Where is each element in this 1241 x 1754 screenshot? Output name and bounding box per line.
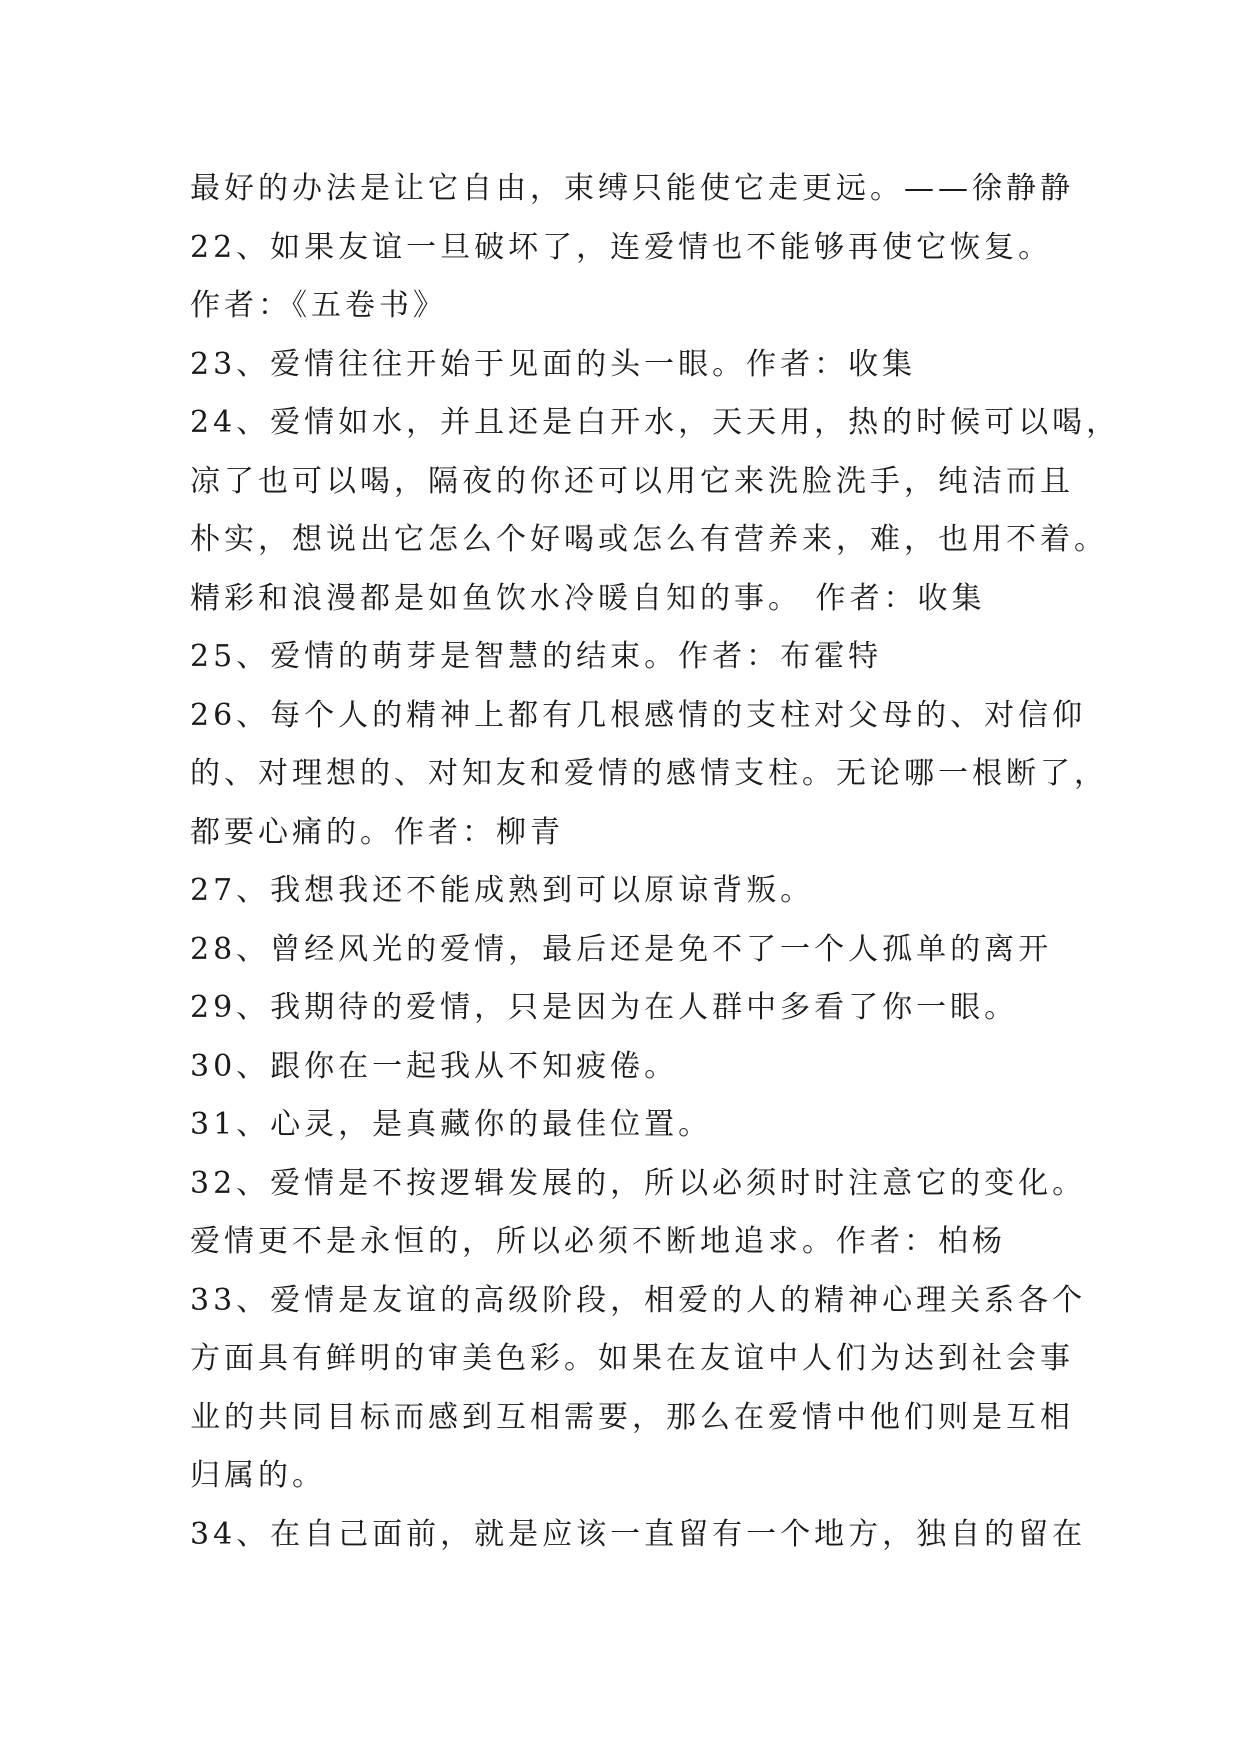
text-line: 25、爱情的萌芽是智慧的结束。作者：布霍特 xyxy=(190,639,883,674)
text-line: 22、如果友谊一旦破坏了，连爱情也不能够再使它恢复。 xyxy=(190,229,1053,265)
text-line: 爱情更不是永恒的，所以必须不断地追求。作者：柏杨 xyxy=(190,1224,1006,1259)
text-line: 33、爱情是友谊的高级阶段，相爱的人的精神心理关系各个 xyxy=(190,1282,1087,1318)
text-line: 朴实，想说出它怎么个好喝或怎么有营养来，难，也用不着。 xyxy=(190,522,1108,557)
text-line: 凉了也可以喝，隔夜的你还可以用它来洗脸洗手，纯洁而且 xyxy=(190,463,1074,499)
text-line: 业的共同目标而感到互相需要，那么在爱情中他们则是互相 xyxy=(190,1399,1074,1435)
text-line: 30、跟你在一起我从不知疲倦。 xyxy=(190,1048,679,1084)
text-line: 29、我期待的爱情，只是因为在人群中多看了你一眼。 xyxy=(190,990,1019,1025)
text-line: 精彩和浪漫都是如鱼饮水冷暖自知的事。 作者：收集 xyxy=(190,580,986,616)
text-line: 24、爱情如水，并且还是白开水，天天用，热的时候可以喝， xyxy=(190,405,1121,440)
text-line: 归属的。 xyxy=(190,1458,326,1493)
text-line: 都要心痛的。作者：柳青 xyxy=(190,814,564,850)
text-line: 34、在自己面前，就是应该一直留有一个地方，独自的留在 xyxy=(190,1516,1087,1552)
text-line: 作者：《五卷书》 xyxy=(190,288,447,323)
text-line: 的、对理想的、对知友和爱情的感情支柱。无论哪一根断了， xyxy=(190,756,1108,791)
text-line: 28、曾经风光的爱情，最后还是免不了一个人孤单的离开 xyxy=(190,931,1053,967)
text-line: 23、爱情往往开始于见面的头一眼。作者：收集 xyxy=(190,346,917,382)
text-line: 32、爱情是不按逻辑发展的，所以必须时时注意它的变化。 xyxy=(190,1165,1087,1201)
body-text xyxy=(190,160,1121,1564)
text-line: 31、心灵，是真藏你的最佳位置。 xyxy=(190,1107,713,1142)
text-line: 方面具有鲜明的审美色彩。如果在友谊中人们为达到社会事 xyxy=(190,1341,1074,1376)
text-line: 27、我想我还不能成熟到可以原谅背叛。 xyxy=(190,873,815,908)
text-line: 最好的办法是让它自由，束缚只能使它走更远。——徐静静 xyxy=(190,171,1074,206)
text-line: 26、每个人的精神上都有几根感情的支柱对父母的、对信仰 xyxy=(190,697,1087,733)
